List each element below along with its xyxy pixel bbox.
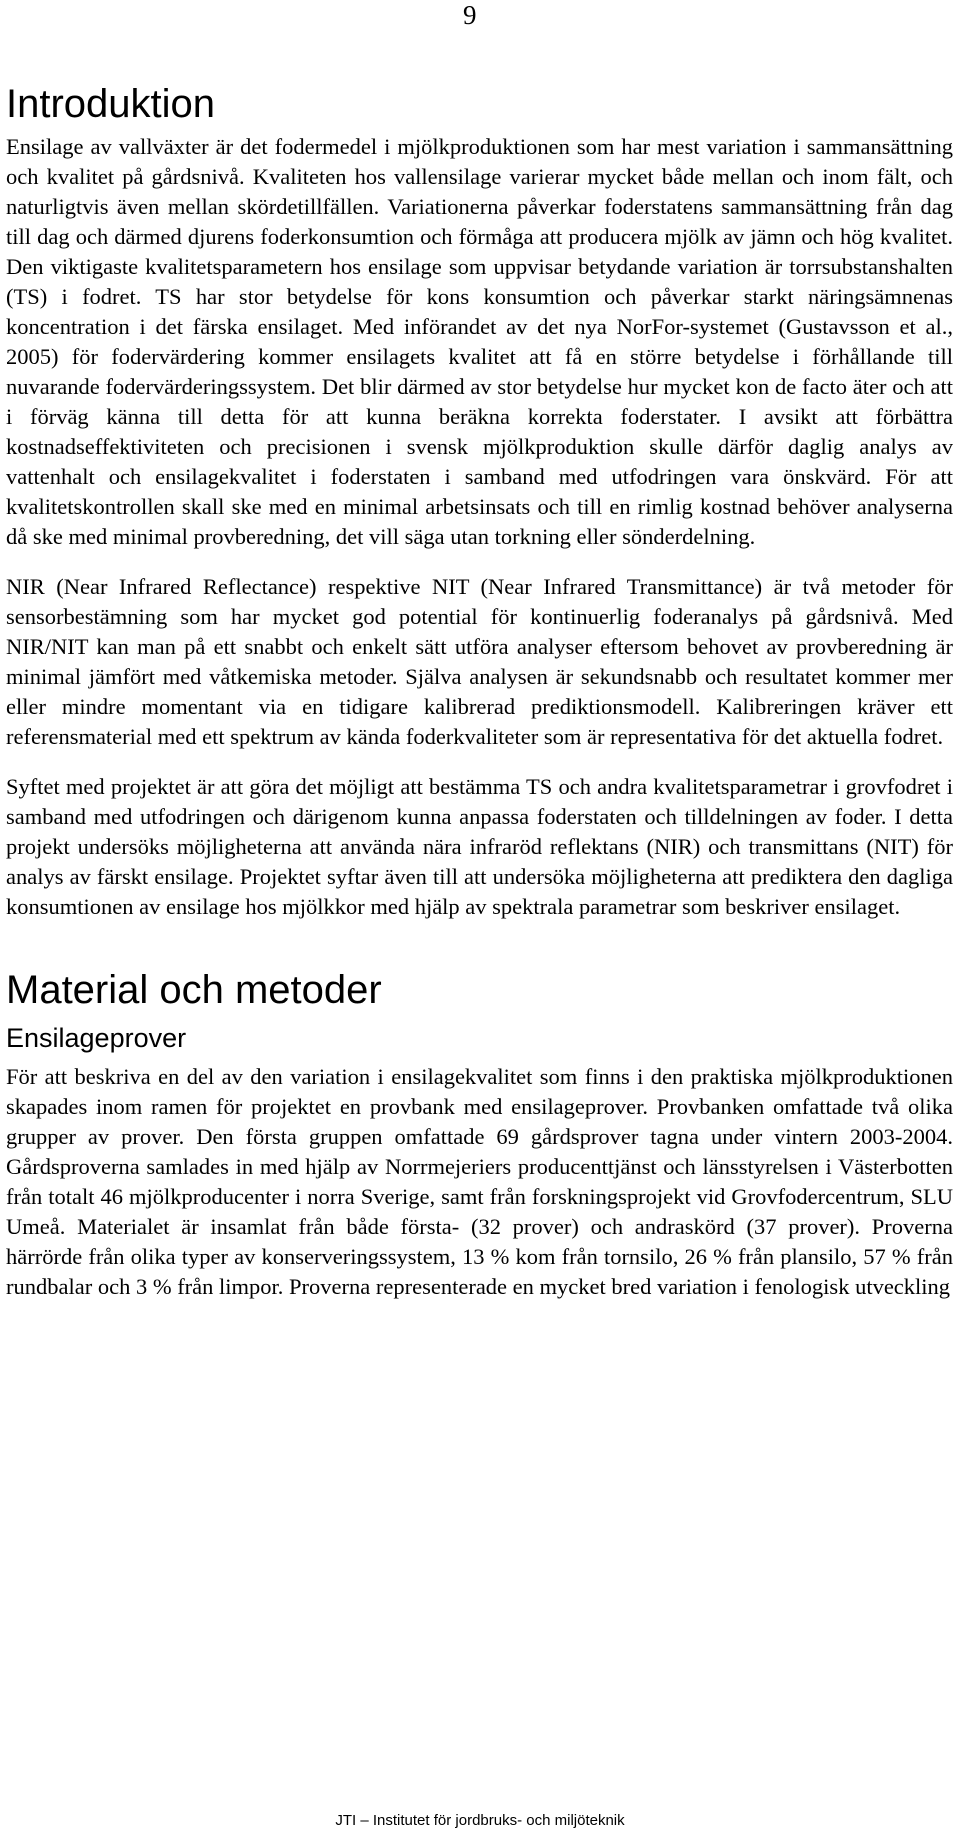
page-footer: JTI – Institutet för jordbruks- och miljöteknik [335, 1812, 625, 1829]
section-heading-methods: Material och metoder [6, 968, 382, 1012]
methods-paragraph-1: För att beskriva en del av den variation i ensilagekvalitet som finns i den praktiska mjölkproduktionen skapades inom ramen för projektet en provbank med ensilageprover. Provbanken omfattade två olika grupper av prover. Den första gruppen omfattade 69 gårdsprover tagna under vintern 2003-2004. Gårdsproverna samlades in med hjälp av Norrmejeriers producenttjänst och länsstyrelsen i Västerbotten från totalt 46 mjölkproducenter i norra Sverige, samt från forskningsprojekt vid Grovfodercentrum, SLU Umeå. Materialet är insamlat från både första- (32 prover) och andraskörd (37 prover). Proverna härrörde från olika typer av konserveringssystem, 13 % kom från tornsilo, 26 % från plansilo, 57 % från rundbalar och 3 % från limpor. Proverna representerade en mycket bred variation i fenologisk utveckling [6, 1064, 953, 1299]
intro-paragraph-1: Ensilage av vallväxter är det fodermedel i mjölkproduktionen som har mest variation i sammansättning och kvalitet på gårdsnivå. Kvaliteten hos vallensilage varierar mycket både mellan och inom fält, och naturligtvis även mellan skördetillfällen. Variationerna påverkar foderstatens sammansättning från dag till dag och därmed djurens foderkonsumtion och förmåga att producera mjölk av jämn och hög kvalitet. Den viktigaste kvalitetsparametern hos ensilage som uppvisar betydande variation är torrsubstanshalten (TS) i fodret. TS har stor betydelse för kons konsumtion och påverkar starkt näringsämnenas koncentration i det färska ensilaget. Med införandet av det nya NorFor-systemet (Gustavsson et al., 2005) för fodervärdering kommer ensilagets kvalitet att få en större betydelse i förhållande till nuvarande fodervärderingssystem. Det blir därmed av stor betydelse hur mycket kon de facto äter och att i förväg känna till detta för att kunna beräkna korrekta foderstater. I avsikt att förbättra kostnadseffektiviteten och precisionen i svensk mjölkproduktion skulle därför daglig analys av vattenhalt och ensilagekvalitet i foderstaten i samband med utfodringen vara önskvärd. För att kvalitetskontrollen skall ske med en minimal arbetsinsats och till en rimlig kostnad behöver analyserna då ske med minimal provberedning, det vill säga utan torkning eller sönderdelning. [6, 134, 953, 549]
page-number: 9 [463, 0, 477, 30]
section-heading-introduction: Introduktion [6, 82, 216, 126]
subsection-heading-ensilage-samples: Ensilageprover [6, 1023, 187, 1053]
intro-paragraph-3: Syftet med projektet är att göra det möjligt att bestämma TS och andra kvalitetsparametrar i grovfodret i samband med utfodringen och därigenom kunna anpassa foderstaten och tilldelningen av foder. I detta projekt undersöks möjligheterna att använda nära infraröd reflektans (NIR) och transmittans (NIT) för analys av färskt ensilage. Projektet syftar även till att undersöka möjligheterna att prediktera den dagliga konsumtionen av ensilage hos mjölkkor med hjälp av spektrala parametrar som beskriver ensilaget. [6, 774, 953, 919]
intro-paragraph-2: NIR (Near Infrared Reflectance) respektive NIT (Near Infrared Transmittance) är två metoder för sensorbestämning som har mycket god potential för kontinuerlig foderanalys på gårdsnivå. Med NIR/NIT kan man på ett snabbt och enkelt sätt utföra analyser eftersom behovet av provberedning är minimal jämfört med våtkemiska metoder. Själva analysen är sekundsnabb och resultatet kommer mer eller mindre momentant via en tidigare kalibrerad prediktionsmodell. Kalibreringen kräver ett referensmaterial med ett spektrum av kända foderkvaliteter som är representativa för det aktuella fodret. [6, 574, 953, 749]
document-body [6, 80, 953, 1302]
